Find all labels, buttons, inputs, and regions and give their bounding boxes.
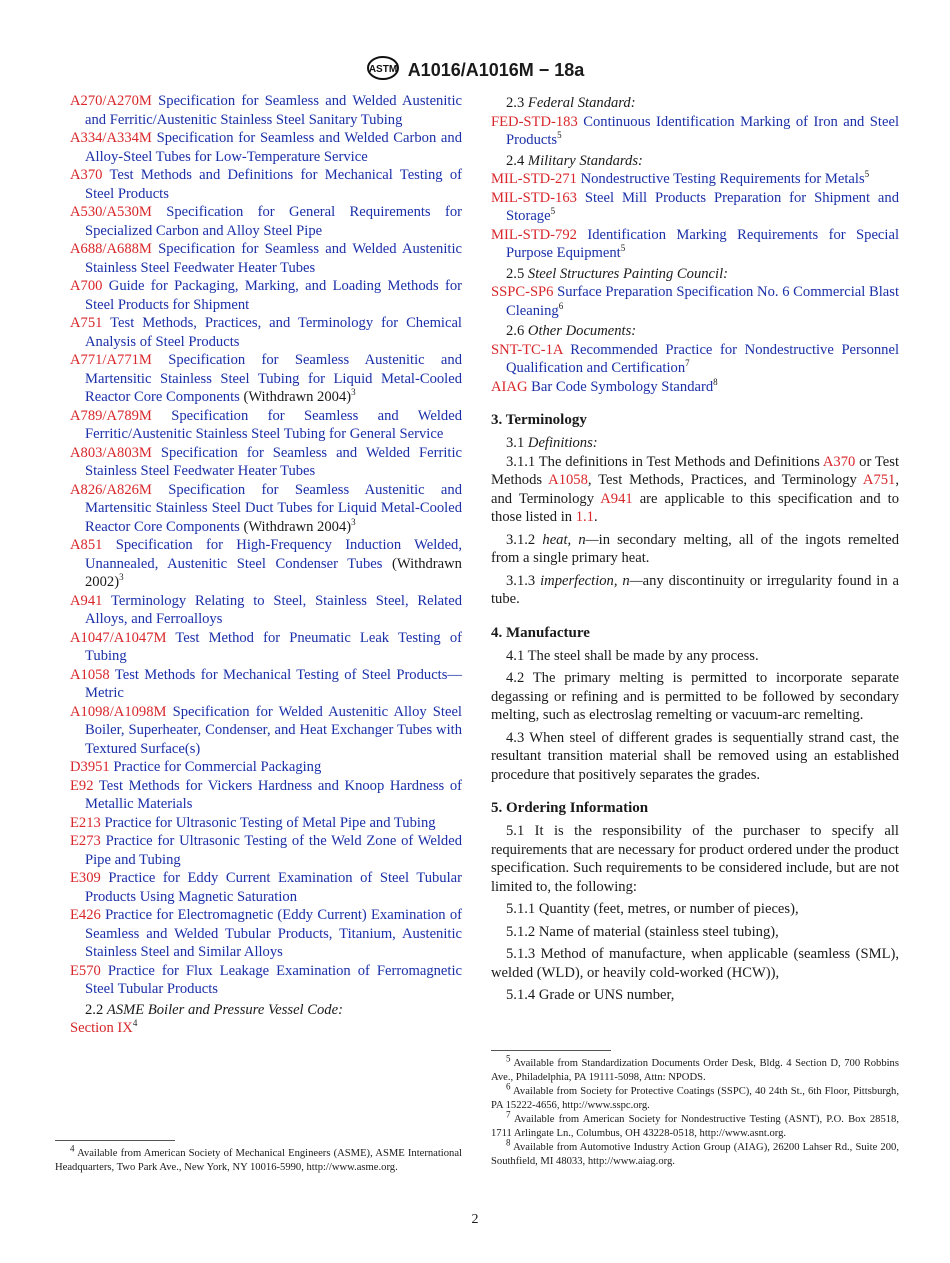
reference-code[interactable]: FED-STD-183 — [491, 113, 578, 130]
footnote-ref: 5 — [620, 243, 626, 254]
reference-code[interactable]: A700 — [70, 278, 103, 294]
reference-item[interactable] — [70, 166, 462, 203]
footnote-divider — [55, 1140, 175, 1141]
reference-item[interactable] — [491, 170, 899, 189]
reference-item[interactable] — [70, 203, 462, 240]
subsection-other: 2.6 Other Documents: — [506, 323, 637, 339]
reference-item[interactable] — [70, 777, 462, 814]
reference-item[interactable] — [70, 592, 462, 629]
reference-title[interactable]: Practice for Ultrasonic Testing of the Weld Zone of Welded Pipe and Tubing — [85, 833, 462, 868]
reference-code[interactable]: A851 — [70, 537, 103, 553]
manufacture-paragraph: 4.1 The steel shall be made by any process. — [506, 647, 759, 664]
footnote-ref: 8 — [713, 376, 718, 387]
reference-title[interactable]: Specification for Seamless and Welded Austenitic Stainless Steel Feedwater Heater Tubes — [85, 241, 462, 276]
reference-code[interactable]: A334/A334M — [70, 130, 152, 146]
reference-code[interactable]: E92 — [70, 777, 94, 794]
other-standards — [491, 94, 899, 396]
reference-code[interactable]: A370 — [70, 167, 103, 183]
page-number: 2 — [471, 1212, 479, 1227]
reference-code[interactable]: A803/A803M — [70, 444, 152, 461]
reference-code[interactable]: A751 — [70, 315, 103, 331]
reference-item[interactable] — [70, 277, 462, 314]
reference-code[interactable]: MIL-STD-163 — [491, 189, 577, 206]
reference-code[interactable]: E309 — [70, 870, 101, 886]
reference-note: (Withdrawn 2004) — [243, 518, 352, 535]
reference-code[interactable]: SNT-TC-1A — [491, 341, 563, 358]
paragraph-3-1-3: 3.1.3 imperfection, n—any discontinuity or irregularity found in a tube. — [491, 572, 899, 607]
reference-item[interactable] — [491, 378, 899, 397]
reference-item[interactable] — [491, 113, 899, 150]
reference-code[interactable]: A530/A530M — [70, 204, 152, 220]
footnote-ref: 3 — [351, 516, 356, 527]
reference-item[interactable] — [70, 962, 462, 999]
reference-item[interactable] — [70, 536, 462, 592]
reference-title[interactable]: Bar Code Symbology Standard — [531, 378, 714, 395]
reference-code[interactable]: AIAG — [491, 378, 528, 395]
reference-item[interactable] — [70, 814, 462, 833]
footnote: $^5$ Available from Standardization Documents Order Desk, Bldg. 4 Section D, 700 Robbins Ave., Philadelphia, PA 19111-5098, Attn: NPODS. — [491, 1053, 899, 1083]
footnote-ref: 3 — [351, 387, 356, 398]
reference-code[interactable]: E426 — [70, 907, 101, 923]
reference-item[interactable] — [70, 407, 462, 444]
reference-title[interactable]: Identification Marking Requirements for Special Purpose Equipment — [506, 226, 899, 261]
reference-title[interactable]: Nondestructive Testing Requirements for Metals — [580, 171, 865, 187]
footnotes-right — [491, 1050, 899, 1169]
reference-title[interactable]: Specification for High-Frequency Induction Welded, Unannealed, Austenitic Steel Condenser Tubes — [85, 537, 462, 572]
footnote-divider — [491, 1050, 611, 1051]
ordering-paragraph: 5.1.2 Name of material (stainless steel tubing), — [506, 923, 779, 940]
reference-code[interactable]: A941 — [70, 592, 103, 609]
footnote: $^8$ Available from Automotive Industry Action Group (AIAG), 26200 Lahser Rd., Suite 200, Southfield, MI 48033, http://www.aiag.org. — [491, 1137, 899, 1167]
reference-item[interactable] — [70, 129, 462, 166]
footnotes-left — [55, 1140, 462, 1175]
reference-item[interactable] — [70, 703, 462, 759]
footnote-ref: 5 — [864, 169, 870, 180]
reference-item[interactable] — [70, 832, 462, 869]
reference-item[interactable] — [70, 240, 462, 277]
reference-code[interactable]: E213 — [70, 814, 101, 831]
reference-title[interactable]: Practice for Electromagnetic (Eddy Current) Examination of Seamless and Welded Tubular Products, Titanium, Austenitic Stainless Steel and Similar Alloys — [85, 907, 462, 960]
reference-code[interactable]: MIL-STD-271 — [491, 171, 577, 187]
manufacture-paragraph: 4.2 The primary melting is permitted to incorporate separate degassing or refining and is permitted to be followed by secondary melting, such as electroslag remelting or vacuum-arc remelting. — [491, 670, 899, 723]
reference-item[interactable] — [70, 444, 462, 481]
reference-title[interactable]: Specification for Seamless Austenitic and Martensitic Stainless Steel Tubing for Liquid Metal-Cooled Reactor Core Components — [85, 352, 462, 405]
reference-title[interactable]: Test Methods for Vickers Hardness and Knoop Hardness of Metallic Materials — [85, 777, 462, 812]
reference-title[interactable]: Terminology Relating to Steel, Stainless Steel, Related Alloys, and Ferroalloys — [85, 592, 462, 627]
reference-code[interactable]: E570 — [70, 962, 101, 979]
reference-title[interactable]: Recommended Practice for Nondestructive Personnel Qualification and Certification — [506, 341, 899, 376]
subsection-sspc: 2.5 Steel Structures Painting Council: — [506, 265, 729, 282]
subsection-federal: 2.3 Federal Standard: — [506, 95, 636, 111]
ordering-paragraph: 5.1.4 Grade or UNS number, — [506, 987, 675, 1003]
link-section-1-1[interactable]: 1.1 — [575, 509, 594, 525]
reference-title[interactable]: Specification for Seamless and Welded Carbon and Alloy-Steel Tubes for Low-Temperature Service — [85, 130, 463, 165]
ordering-paragraph: 5.1.1 Quantity (feet, metres, or number of pieces), — [506, 901, 799, 917]
reference-item[interactable] — [491, 341, 899, 378]
reference-title[interactable]: Practice for Commercial Packaging — [113, 759, 322, 775]
reference-code[interactable]: A270/A270M — [70, 93, 152, 109]
footnote-ref: 3 — [119, 572, 124, 583]
reference-code[interactable]: A1047/A1047M — [70, 629, 167, 646]
section-heading-ordering: 5. Ordering Information — [491, 800, 649, 816]
reference-title[interactable]: Specification for General Requirements for Specialized Carbon and Alloy Steel Pipe — [85, 204, 462, 239]
footnote-ref: 6 — [558, 300, 564, 311]
reference-title[interactable]: Practice for Ultrasonic Testing of Metal Pipe and Tubing — [104, 814, 436, 831]
reference-code[interactable]: D3951 — [70, 759, 110, 775]
reference-item[interactable] — [70, 314, 462, 351]
footnote-ref: 5 — [557, 130, 562, 141]
reference-item[interactable] — [70, 351, 462, 407]
ordering-paragraphs — [491, 822, 899, 1005]
reference-title[interactable]: Guide for Packaging, Marking, and Loading Methods for Steel Products for Shipment — [85, 278, 462, 313]
reference-title[interactable]: Specification for Seamless and Welded Ferritic Stainless Steel Feedwater Heater Tubes — [85, 444, 462, 479]
reference-item[interactable] — [70, 869, 462, 906]
ordering-paragraph: 5.1.3 Method of manufacture, when applicable (seamless (SML), welded (WLD), or heavily cold-worked (HCW)), — [491, 946, 899, 981]
reference-note: (Withdrawn 2002) — [85, 555, 462, 590]
astm-logo-icon — [366, 55, 400, 86]
asme-reference[interactable]: Section $IX^4$ — [70, 1018, 138, 1036]
footnote: $^6$ Available from Society for Protective Coatings (SSPC), 40 24th St., 6th Floor, Pittsburgh, PA 15222-4656, http://www.sspc.org. — [491, 1081, 899, 1111]
reference-title[interactable]: Specification for Seamless and Welded Austenitic and Ferritic/Austenitic Stainless Steel Sanitary Tubing — [85, 93, 462, 128]
link-a941[interactable]: A941 — [600, 490, 633, 507]
reference-code[interactable]: A789/A789M — [70, 407, 152, 424]
reference-title[interactable]: Practice for Flux Leakage Examination of Ferromagnetic Steel Tubular Products — [85, 962, 462, 997]
link-a1058[interactable]: A1058 — [548, 472, 588, 488]
subsection-military: 2.4 Military Standards: — [506, 152, 643, 169]
reference-title[interactable]: Surface Preparation Specification No. 6 Commercial Blast Cleaning — [506, 284, 899, 319]
footnote-ref: 5 — [550, 206, 556, 217]
reference-item[interactable] — [70, 629, 462, 666]
paragraph-3-1-1: 3.1.1 The definitions in Test Methods and Definitions A370 or Test Methods A1058, Test Methods, Practices, and Terminology A751, and Terminology A941 are applicable to this specification and to those listed in 1.1. — [491, 453, 900, 525]
reference-title[interactable]: Specification for Seamless Austenitic and Martensitic Stainless Steel Duct Tubes for Liquid Metal-Cooled Reactor Core Components — [85, 481, 462, 535]
reference-code[interactable]: A826/A826M — [70, 481, 152, 498]
reference-code[interactable]: A771/A771M — [70, 352, 152, 368]
ordering-paragraph: 5.1 It is the responsibility of the purchaser to specify all requirements that are necessary for product ordered under the product specification. Such requirements to be considered include, but are not limited to, the following: — [491, 823, 899, 895]
section-heading-terminology: 3. Terminology — [491, 412, 587, 428]
reference-code[interactable]: A1058 — [70, 666, 110, 683]
manufacture-paragraphs — [491, 647, 899, 785]
reference-title[interactable]: Test Methods and Definitions for Mechanical Testing of Steel Products — [85, 167, 462, 202]
reference-code[interactable]: MIL-STD-792 — [491, 226, 577, 243]
reference-title[interactable]: Test Methods, Practices, and Terminology for Chemical Analysis of Steel Products — [85, 315, 462, 350]
footnote: $^7$ Available from American Society for Nondestructive Testing (ASNT), P.O. Box 28518, 1711 Arlingate Ln., Columbus, OH 43228-0518, http://www.asnt.org. — [491, 1109, 899, 1139]
link-a751[interactable]: A751 — [862, 472, 896, 488]
reference-item[interactable] — [70, 666, 462, 703]
footnote: $^4$ Available from American Society of Mechanical Engineers (ASME), ASME International Headquarters, Two Park Ave., New York, NY 10016-5990, http://www.asme.org. — [55, 1143, 462, 1173]
manufacture-paragraph: 4.3 When steel of different grades is sequentially strand cast, the resultant transition material shall be removed using an established procedure that positively separates the grades. — [491, 729, 899, 783]
reference-note: (Withdrawn 2004) — [243, 389, 352, 405]
link-a370[interactable]: A370 — [822, 453, 856, 470]
svg-text:ASTM: ASTM — [368, 64, 397, 75]
reference-code[interactable]: SSPC-SP6 — [491, 284, 554, 300]
footnote-ref: 7 — [685, 358, 690, 369]
reference-title[interactable]: Continuous Identification Marking of Iron and Steel Products — [506, 113, 899, 148]
reference-item[interactable] — [491, 189, 899, 226]
left-column — [70, 92, 462, 1038]
reference-item[interactable] — [70, 906, 462, 962]
reference-code[interactable]: A1098/A1098M — [70, 703, 167, 720]
reference-code[interactable]: A688/A688M — [70, 241, 152, 257]
reference-item[interactable] — [491, 283, 899, 320]
reference-item[interactable] — [70, 481, 462, 537]
section-heading-manufacture: 4. Manufacture — [491, 624, 590, 641]
paragraph-3-1-2: 3.1.2 heat, n—in secondary melting, all of the ingots remelted from a single primary heat. — [491, 531, 900, 566]
asme-subsection: 2.2 ASME Boiler and Pressure Vessel Code: — [85, 1001, 343, 1018]
page-header — [0, 55, 950, 86]
reference-item[interactable] — [70, 758, 462, 777]
reference-title[interactable]: Specification for Welded Austenitic Alloy Steel Boiler, Superheater, Condenser, and Heat Exchanger Tubes with Textured Surface(s) — [85, 703, 462, 757]
definitions-subsection: 3.1 Definitions: — [506, 435, 598, 451]
reference-title[interactable]: Steel Mill Products Preparation for Shipment and Storage — [506, 189, 900, 224]
reference-item[interactable] — [491, 226, 899, 263]
reference-title[interactable]: Test Methods for Mechanical Testing of Steel Products—Metric — [85, 666, 463, 701]
document-designation: A1016/A1016M − 18a — [407, 60, 585, 80]
referenced-documents-list — [70, 92, 462, 999]
right-column — [491, 92, 899, 1009]
reference-item[interactable] — [70, 92, 462, 129]
reference-title[interactable]: Test Method for Pneumatic Leak Testing of Tubing — [85, 629, 462, 664]
reference-title[interactable]: Practice for Eddy Current Examination of Steel Tubular Products Using Magnetic Saturation — [85, 870, 462, 905]
reference-code[interactable]: E273 — [70, 833, 101, 849]
reference-title[interactable]: Specification for Seamless and Welded Ferritic/Austenitic Stainless Steel Tubing for General Service — [85, 407, 462, 442]
